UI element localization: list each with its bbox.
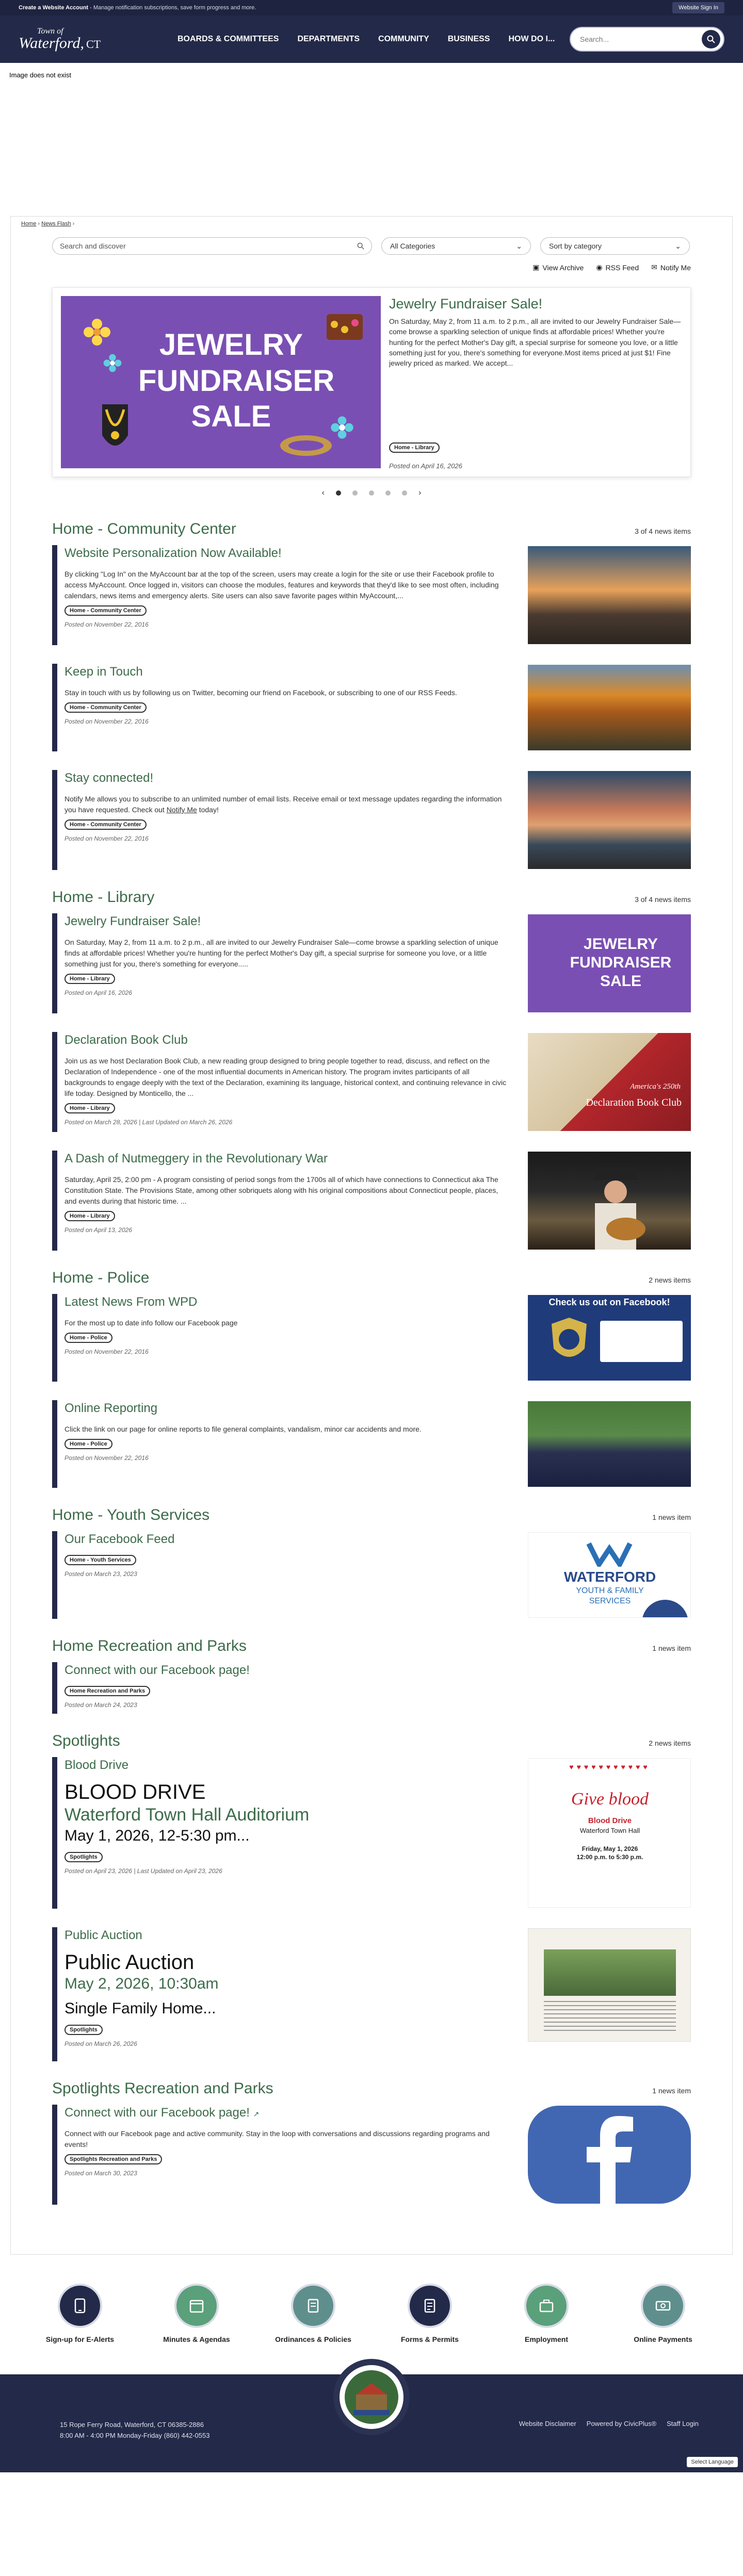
- news-item-body: Join us as we host Declaration Book Club, a new reading group designed to bring people together to read, discuss, and reflect on the Declaration of Independence - one of the most influential documents in American history. The program invites participants of all backgrounds to engage deeply with the text of the Declaration, examining its language, historical context, and continuing relevance in civic life today. Designed by Monticello, the ...: [64, 1057, 507, 1097]
- flyer-text: Waterford Town Hall: [579, 1827, 640, 1834]
- rss-feed-label: RSS Feed: [605, 263, 639, 272]
- category-tag[interactable]: Home - Community Center: [64, 819, 147, 830]
- town-logo[interactable]: [19, 27, 127, 51]
- news-item-date: Posted on November 22, 2016: [64, 621, 149, 628]
- breadcrumb: [21, 221, 722, 227]
- spotlight-subheadline: Waterford Town Hall Auditorium: [64, 1805, 310, 1825]
- quick-link-label: Online Payments: [634, 2335, 692, 2343]
- category-tag[interactable]: Home - Library: [64, 1103, 115, 1113]
- section-count: 3 of 4 news items: [635, 527, 691, 535]
- jewelry-sale-image: [61, 296, 381, 468]
- news-item-title[interactable]: Stay connected!: [64, 771, 154, 785]
- news-item: [52, 1927, 691, 2061]
- category-tag[interactable]: Home - Library: [64, 1211, 115, 1221]
- gavel-icon: [291, 2284, 335, 2328]
- news-item-date: Posted on November 22, 2016: [64, 1454, 149, 1462]
- powered-by-link[interactable]: Powered by CivicPlus®: [586, 2420, 657, 2427]
- news-item-date: Posted on March 30, 2023: [64, 2170, 137, 2177]
- carousel-dot[interactable]: [385, 490, 391, 496]
- blood-drive-flyer-image: [528, 1758, 691, 1908]
- facebook-logo-image: [528, 2106, 691, 2204]
- town-seal-logo[interactable]: [333, 2359, 410, 2435]
- quick-link-label: Employment: [524, 2335, 568, 2343]
- news-item-date: Posted on March 24, 2023: [64, 1701, 137, 1709]
- sort-select[interactable]: [540, 237, 690, 255]
- chevron-down-icon: ⌄: [675, 241, 681, 250]
- news-item-title[interactable]: [64, 2106, 507, 2120]
- section-title[interactable]: Spotlights: [52, 1732, 120, 1749]
- news-item-date: Posted on April 16, 2026: [64, 989, 132, 996]
- declaration-image-text: America's 250th: [630, 1082, 681, 1091]
- youth-logo-text: WATERFORD: [563, 1569, 656, 1585]
- breadcrumb-home[interactable]: Home: [21, 221, 37, 227]
- quick-link-label: Sign-up for E-Alerts: [45, 2335, 115, 2343]
- search-icon: [707, 35, 715, 43]
- section-title[interactable]: Spotlights Recreation and Parks: [52, 2080, 273, 2097]
- archive-icon: ▣: [532, 263, 540, 271]
- chevron-down-icon: ⌄: [516, 241, 522, 250]
- news-item-body: On Saturday, May 2, from 11 a.m. to 2 p.m., all are invited to our Jewelry Fundraiser Sale—come browse a sparkling selection of unique finds at affordable prices! Whether you're hunting for the perfect Mother's Day gift, a special surprise for someone you love, or a little something just for you, there's something for everyone.....: [64, 938, 498, 968]
- search-button[interactable]: [702, 30, 720, 48]
- calendar-icon: [174, 2284, 219, 2328]
- spotlight-line: Single Family Home...: [64, 2000, 216, 2017]
- section-count: 2 news items: [649, 1276, 691, 1284]
- carousel-dot[interactable]: [336, 490, 341, 496]
- featured-news-body: On Saturday, May 2, from 11 a.m. to 2 p.m., all are invited to our Jewelry Fundraiser Sale—come browse a sparkling selection of unique finds at affordable prices! Whether you're hunting for the perfect Mother's Day gift, a special surprise for someone you love, or a little something just for you, there's something for everyone.Most items priced at just $1! Fine jewelry priced as marked. We accept...: [389, 317, 681, 368]
- musician-figure: [528, 1152, 691, 1250]
- category-select[interactable]: [381, 237, 531, 255]
- musician-image: [528, 1152, 691, 1250]
- youth-logo-text: YOUTH & FAMILY: [576, 1586, 644, 1595]
- news-item: [52, 1294, 691, 1382]
- police-officers-image: [528, 1401, 691, 1487]
- quick-link-label: Minutes & Agendas: [163, 2335, 230, 2343]
- category-tag[interactable]: Spotlights: [64, 2025, 103, 2035]
- news-item-date: Posted on March 28, 2026 | Last Updated on March 26, 2026: [64, 1119, 233, 1126]
- account-banner-text: [19, 5, 256, 11]
- news-item-date: Posted on November 22, 2016: [64, 835, 149, 842]
- news-item-body: Connect with our Facebook page and active community. Stay in the loop with conversations and discussions regarding programs and events!: [64, 2129, 490, 2148]
- sunset-beach-image: [528, 546, 691, 644]
- nav-departments[interactable]: DEPARTMENTS: [297, 35, 360, 43]
- quick-link-minutes-agendas[interactable]: [148, 2284, 246, 2343]
- category-tag[interactable]: Home - Community Center: [64, 702, 147, 713]
- category-tag[interactable]: Home - Library: [389, 442, 440, 453]
- nav-community[interactable]: COMMUNITY: [378, 35, 429, 43]
- section-library: [52, 889, 691, 1251]
- carousel-dot[interactable]: [352, 490, 358, 496]
- carousel-dot[interactable]: [402, 490, 407, 496]
- featured-news-text: [389, 296, 682, 468]
- news-actions: [52, 263, 691, 272]
- jewelry-thumbnail-text: JEWELRY FUNDRAISER SALE: [570, 936, 672, 990]
- notify-me-link[interactable]: [651, 263, 691, 272]
- flyer-text: Friday, May 1, 2026: [582, 1845, 638, 1852]
- flyer-give-blood: Give blood: [571, 1790, 649, 1809]
- declaration-book-club-image: [528, 1033, 691, 1131]
- jewelry-sale-image-text: JEWELRY FUNDRAISER SALE: [138, 328, 335, 434]
- police-facebook-image: [528, 1295, 691, 1381]
- section-title[interactable]: Home - Community Center: [52, 520, 236, 537]
- payment-icon: [641, 2284, 685, 2328]
- news-item-body: Click the link on our page for online reports to file general complaints, vandalism, minor car accidents and more.: [64, 1425, 422, 1433]
- section-title[interactable]: Home - Library: [52, 889, 155, 906]
- site-search-input[interactable]: [580, 35, 702, 43]
- news-item-body: Saturday, April 25, 2:00 pm - A program consisting of period songs from the 1700s all of which have connections to Connecticut aka The Constitution State. The Provisions State, among other sobriquets along with his original compositions about Connecticut people, places, and events during that historic time. ...: [64, 1175, 498, 1205]
- news-item: [52, 545, 691, 645]
- news-item-body-text: Notify Me allows you to subscribe to an unlimited number of email lists. Receive email or text message updates regarding the information you have requested. Check out: [64, 795, 502, 814]
- category-tag[interactable]: Spotlights: [64, 1852, 103, 1862]
- quick-links: [0, 2255, 743, 2374]
- autumn-trees-image: [528, 665, 691, 750]
- breadcrumb-current[interactable]: News Flash: [41, 221, 71, 227]
- news-item-title[interactable]: Public Auction: [64, 1928, 142, 1942]
- news-item-body-after: today!: [197, 806, 219, 814]
- news-item-title-text: Connect with our Facebook page!: [64, 2106, 250, 2120]
- quick-link-e-alerts[interactable]: [31, 2284, 129, 2343]
- public-auction-flyer-image: [528, 1928, 691, 2042]
- carousel-pager: [52, 488, 691, 498]
- create-account-link[interactable]: Create a Website Account: [19, 5, 89, 11]
- news-item: [52, 2105, 691, 2205]
- chevron-left-icon[interactable]: ‹: [321, 488, 325, 497]
- news-item-title[interactable]: Online Reporting: [64, 1401, 158, 1415]
- news-item-date: Posted on November 22, 2016: [64, 1348, 149, 1355]
- site-header: [0, 15, 743, 63]
- main-nav: [168, 15, 564, 63]
- quick-link-label: Forms & Permits: [400, 2335, 459, 2343]
- youth-services-logo-icon: [586, 1541, 633, 1567]
- spotlight-line: May 1, 2026, 12-5:30 pm...: [64, 1827, 250, 1844]
- bracelet-icon: [278, 430, 334, 461]
- section-title[interactable]: Home Recreation and Parks: [52, 1637, 247, 1654]
- facebook-f-glyph: [585, 2116, 636, 2204]
- news-item-body: For the most up to date info follow our Facebook page: [64, 1319, 238, 1327]
- news-item-body: Stay in touch with us by following us on Twitter, becoming our friend on Facebook, or subscribing to one of our RSS Feeds.: [64, 688, 457, 697]
- search-icon: [357, 242, 364, 250]
- logo-line1: Town of: [37, 27, 63, 36]
- news-flash-frame: [10, 216, 733, 2255]
- view-archive-link[interactable]: [532, 263, 584, 272]
- nav-business[interactable]: BUSINESS: [447, 35, 490, 43]
- news-search-placeholder: Search and discover: [60, 242, 126, 250]
- view-archive-label: View Archive: [542, 263, 584, 272]
- news-item-title[interactable]: Jewelry Fundraiser Sale!: [64, 914, 201, 928]
- nav-how-do-i[interactable]: HOW DO I...: [508, 35, 555, 43]
- sign-in-button[interactable]: Website Sign In: [672, 2, 724, 13]
- category-tag[interactable]: Home - Community Center: [64, 605, 147, 616]
- featured-news-title[interactable]: Jewelry Fundraiser Sale!: [389, 296, 543, 311]
- news-item-title[interactable]: Latest News From WPD: [64, 1295, 198, 1309]
- auction-text-lines: [544, 2001, 676, 2034]
- footer-links: [519, 2420, 699, 2427]
- nav-boards-committees[interactable]: BOARDS & COMMITTEES: [177, 35, 279, 43]
- news-item-title[interactable]: Keep in Touch: [64, 665, 143, 679]
- external-link-icon: ↗: [253, 2110, 260, 2118]
- news-item-title[interactable]: Connect with our Facebook page!: [64, 1663, 250, 1677]
- breadcrumb-sep: ›: [38, 221, 40, 227]
- necklace-icon: [92, 399, 138, 461]
- news-item: [52, 664, 691, 751]
- quick-link-employment[interactable]: [497, 2284, 595, 2343]
- jewelry-sale-thumbnail: [528, 914, 691, 1012]
- category-select-value: All Categories: [390, 242, 435, 250]
- section-count: 1 news item: [652, 2087, 691, 2095]
- section-count: 2 news items: [649, 1739, 691, 1747]
- category-tag[interactable]: Home - Police: [64, 1333, 112, 1343]
- category-tag[interactable]: Home - Police: [64, 1439, 112, 1449]
- section-count: 3 of 4 news items: [635, 895, 691, 904]
- quick-link-ordinances[interactable]: [264, 2284, 362, 2343]
- footer-address-line: 15 Rope Ferry Road, Waterford, CT 06385-2886: [60, 2421, 204, 2429]
- town-seal-icon: [338, 2364, 405, 2431]
- breadcrumb-sep: ›: [72, 221, 75, 227]
- section-police: [52, 1269, 691, 1488]
- facebook-preview: [600, 1321, 683, 1362]
- quick-link-label: Ordinances & Policies: [275, 2335, 351, 2343]
- category-tag[interactable]: Home - Youth Services: [64, 1555, 136, 1565]
- spotlight-subheadline: May 2, 2026, 10:30am: [64, 1975, 219, 1992]
- quick-link-online-payments[interactable]: [614, 2284, 712, 2343]
- declaration-image-text: Declaration Book Club: [586, 1097, 682, 1108]
- flower-icon: [102, 353, 123, 373]
- staff-login-link[interactable]: Staff Login: [667, 2420, 699, 2427]
- featured-news-date: Posted on April 16, 2026: [389, 462, 462, 470]
- logo-state: CT: [86, 38, 101, 51]
- flyer-text: 12:00 p.m. to 5:30 p.m.: [576, 1853, 643, 1861]
- section-youth-services: [52, 1506, 691, 1619]
- spotlight-headline: Public Auction: [64, 1951, 195, 1974]
- section-count: 1 news item: [652, 1513, 691, 1521]
- news-item: [52, 770, 691, 870]
- auction-photo: [544, 1949, 676, 1996]
- broken-image-text: Image does not exist: [9, 71, 71, 79]
- briefcase-icon: [524, 2284, 569, 2328]
- section-title[interactable]: Home - Youth Services: [52, 1506, 210, 1523]
- section-recreation: [52, 1637, 691, 1714]
- site-search: [570, 27, 724, 52]
- spotlight-headline: BLOOD DRIVE: [64, 1781, 206, 1803]
- rss-feed-link[interactable]: [596, 263, 639, 272]
- envelope-icon: ✉: [651, 263, 657, 271]
- account-banner-desc: - Manage notification subscriptions, save form progress and more.: [88, 5, 256, 11]
- youth-services-logo-image: [528, 1532, 691, 1618]
- news-item-title[interactable]: Blood Drive: [64, 1758, 129, 1772]
- news-item: [52, 1151, 691, 1251]
- language-select[interactable]: Select Language: [687, 2457, 738, 2467]
- news-item-title[interactable]: Our Facebook Feed: [64, 1532, 175, 1546]
- notify-me-inline-link[interactable]: Notify Me: [166, 806, 197, 814]
- lighthouse-sunset-image: [528, 771, 691, 869]
- news-item: [52, 1531, 691, 1619]
- news-item-title[interactable]: A Dash of Nutmeggery in the Revolutionary War: [64, 1152, 328, 1166]
- news-item-title[interactable]: Declaration Book Club: [64, 1033, 188, 1047]
- category-tag[interactable]: Spotlights Recreation and Parks: [64, 2154, 162, 2164]
- news-item-date: Posted on March 26, 2026: [64, 2040, 137, 2047]
- police-facebook-image-text: Check us out on Facebook!: [548, 1297, 670, 1307]
- website-disclaimer-link[interactable]: Website Disclaimer: [519, 2420, 576, 2427]
- footer-address: [60, 2420, 209, 2441]
- flower-icon: [82, 317, 112, 348]
- logo-line2: Waterford,: [19, 35, 84, 52]
- news-item: [52, 913, 691, 1013]
- account-banner: [0, 0, 743, 15]
- rss-icon: ◉: [596, 263, 603, 271]
- news-item-date: Posted on March 23, 2023: [64, 1570, 137, 1578]
- notify-me-label: Notify Me: [660, 263, 691, 272]
- news-search-input[interactable]: [52, 237, 372, 255]
- site-footer: [0, 2374, 743, 2472]
- filter-bar: [52, 237, 691, 255]
- news-item: [52, 1757, 691, 1909]
- news-item-body: [64, 794, 507, 815]
- carousel-dot[interactable]: [369, 490, 374, 496]
- flyer-text: Blood Drive: [588, 1816, 632, 1825]
- news-item: [52, 1400, 691, 1488]
- news-item: [52, 1662, 691, 1714]
- section-spotlights-recreation: [52, 2080, 691, 2205]
- news-item-title[interactable]: Website Personalization Now Available!: [64, 546, 282, 560]
- police-badge-icon: [548, 1316, 590, 1367]
- news-item-date: Posted on April 23, 2026 | Last Updated on April 23, 2026: [64, 1867, 222, 1875]
- quick-link-forms-permits[interactable]: [381, 2284, 479, 2343]
- news-item: [52, 1032, 691, 1132]
- category-tag[interactable]: Home Recreation and Parks: [64, 1686, 150, 1696]
- document-icon: [408, 2284, 452, 2328]
- bell-icon: [58, 2284, 102, 2328]
- section-title[interactable]: Home - Police: [52, 1269, 150, 1286]
- news-item-date: Posted on April 13, 2026: [64, 1226, 132, 1234]
- news-item-date: Posted on November 22, 2016: [64, 718, 149, 725]
- category-tag[interactable]: Home - Library: [64, 974, 115, 984]
- chevron-right-icon[interactable]: ›: [418, 488, 422, 497]
- youth-logo-text: SERVICES: [589, 1597, 631, 1605]
- section-spotlights: [52, 1732, 691, 2061]
- sort-select-value: Sort by category: [549, 242, 602, 250]
- news-item-body: By clicking "Log In" on the MyAccount bar at the top of the screen, users may create a login for the site or use their Facebook profile to access MyAccount. Once logged in, visitors can choose the modules, features and keywords that they'd like to see most often, including calendars, news items and emergency alerts. Site users can also save favorite pages within MyAccount,...: [64, 570, 499, 600]
- section-count: 1 news item: [652, 1644, 691, 1652]
- section-community-center: [52, 520, 691, 870]
- featured-news-card[interactable]: [52, 287, 691, 477]
- footer-hours-line: 8:00 AM - 4:00 PM Monday-Friday (860) 442-0553: [60, 2431, 210, 2439]
- jewelry-box-icon: [324, 306, 365, 342]
- flyer-hearts: ♥♥♥♥♥♥♥♥♥♥♥: [569, 1763, 651, 1771]
